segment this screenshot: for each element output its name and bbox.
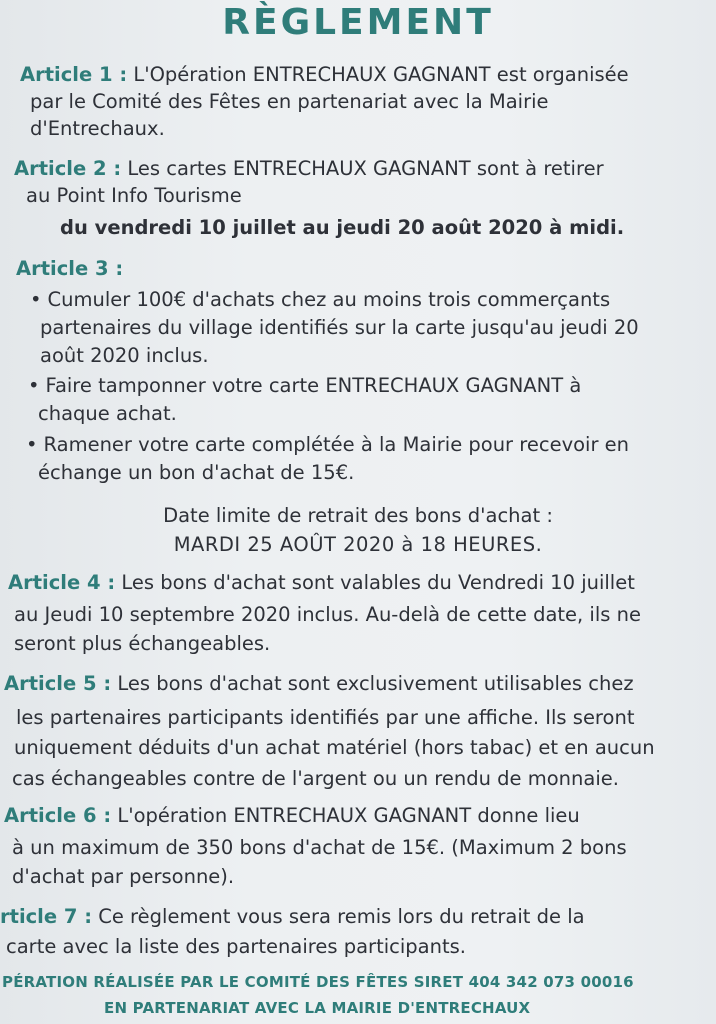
- article-2-line-1: [14, 156, 604, 182]
- article-5-label: Article 5 :: [4, 672, 112, 695]
- article-6-line-2: à un maximum de 350 bons d'achat de 15€. (Maximum 2 bons: [12, 836, 627, 859]
- article-5-line-3: uniquement déduits d'un achat matériel (hors tabac) et en aucun: [14, 736, 655, 759]
- article-1-line-1: [20, 62, 629, 88]
- article-4-text: Les bons d'achat sont valables du Vendredi 10 juillet: [121, 571, 635, 594]
- article-5-line-1: [4, 671, 634, 697]
- deadline-value: MARDI 25 AOÛT 2020 à 18 HEURES.: [173, 533, 543, 556]
- article-4-line-2: au Jeudi 10 septembre 2020 inclus. Au-delà de cette date, ils ne: [14, 603, 641, 626]
- article-2-dates: du vendredi 10 juillet au jeudi 20 août 2020 à midi.: [60, 216, 625, 239]
- article-7-line-1: [0, 904, 585, 930]
- article-3-bullet-3: • Ramener votre carte complétée à la Mairie pour recevoir en: [26, 433, 630, 456]
- article-3-bullet-2: • Faire tamponner votre carte ENTRECHAUX GAGNANT à: [28, 374, 582, 397]
- article-2-label: Article 2 :: [14, 157, 122, 180]
- article-4-line-1: [8, 570, 635, 596]
- bullet-icon: •: [26, 433, 38, 456]
- deadline-label: Date limite de retrait des bons d'achat :: [163, 504, 553, 527]
- article-1-line-2: par le Comité des Fêtes en partenariat avec la Mairie: [30, 90, 549, 113]
- article-5-line-4: cas échangeables contre de l'argent ou un rendu de monnaie.: [12, 767, 619, 790]
- article-6-line-3: d'achat par personne).: [12, 865, 235, 888]
- article-1-label: Article 1 :: [20, 63, 128, 86]
- article-3-line-2: partenaires du village identifiés sur la carte jusqu'au jeudi 20: [40, 316, 639, 339]
- article-2-text: Les cartes ENTRECHAUX GAGNANT sont à retirer: [127, 157, 604, 180]
- article-6-label: Article 6 :: [4, 804, 112, 827]
- article-7-text: Ce règlement vous sera remis lors du retrait de la: [98, 905, 585, 928]
- article-1-text: L'Opération ENTRECHAUX GAGNANT est organisée: [133, 63, 629, 86]
- bullet-icon: •: [30, 288, 42, 311]
- article-7-label: rticle 7 :: [0, 905, 93, 928]
- footer-organizer: PÉRATION RÉALISÉE PAR LE COMITÉ DES FÊTES SIRET 404 342 073 00016: [2, 973, 634, 991]
- article-3-bullet-1: • Cumuler 100€ d'achats chez au moins trois commerçants: [30, 288, 611, 311]
- article-4-label: Article 4 :: [8, 571, 116, 594]
- article-3-line-7: échange un bon d'achat de 15€.: [38, 461, 355, 484]
- article-4-line-3: seront plus échangeables.: [14, 632, 271, 655]
- page-title: RÈGLEMENT: [222, 2, 494, 43]
- article-5-text: Les bons d'achat sont exclusivement utilisables chez: [117, 672, 634, 695]
- article-3-line-5: chaque achat.: [38, 402, 177, 425]
- article-6-line-1: [4, 803, 580, 829]
- article-2-line-2: au Point Info Tourisme: [26, 184, 242, 207]
- article-1-line-3: d'Entrechaux.: [30, 117, 165, 140]
- footer-partnership: EN PARTENARIAT AVEC LA MAIRIE D'ENTRECHAUX: [104, 999, 531, 1017]
- article-3-line-3: août 2020 inclus.: [40, 344, 209, 367]
- article-7-line-2: carte avec la liste des partenaires participants.: [6, 935, 466, 958]
- bullet-icon: •: [28, 374, 40, 397]
- article-5-line-2: les partenaires participants identifiés par une affiche. Ils seront: [16, 706, 635, 729]
- article-3-label: Article 3 :: [16, 257, 124, 280]
- article-6-text: L'opération ENTRECHAUX GAGNANT donne lieu: [117, 804, 580, 827]
